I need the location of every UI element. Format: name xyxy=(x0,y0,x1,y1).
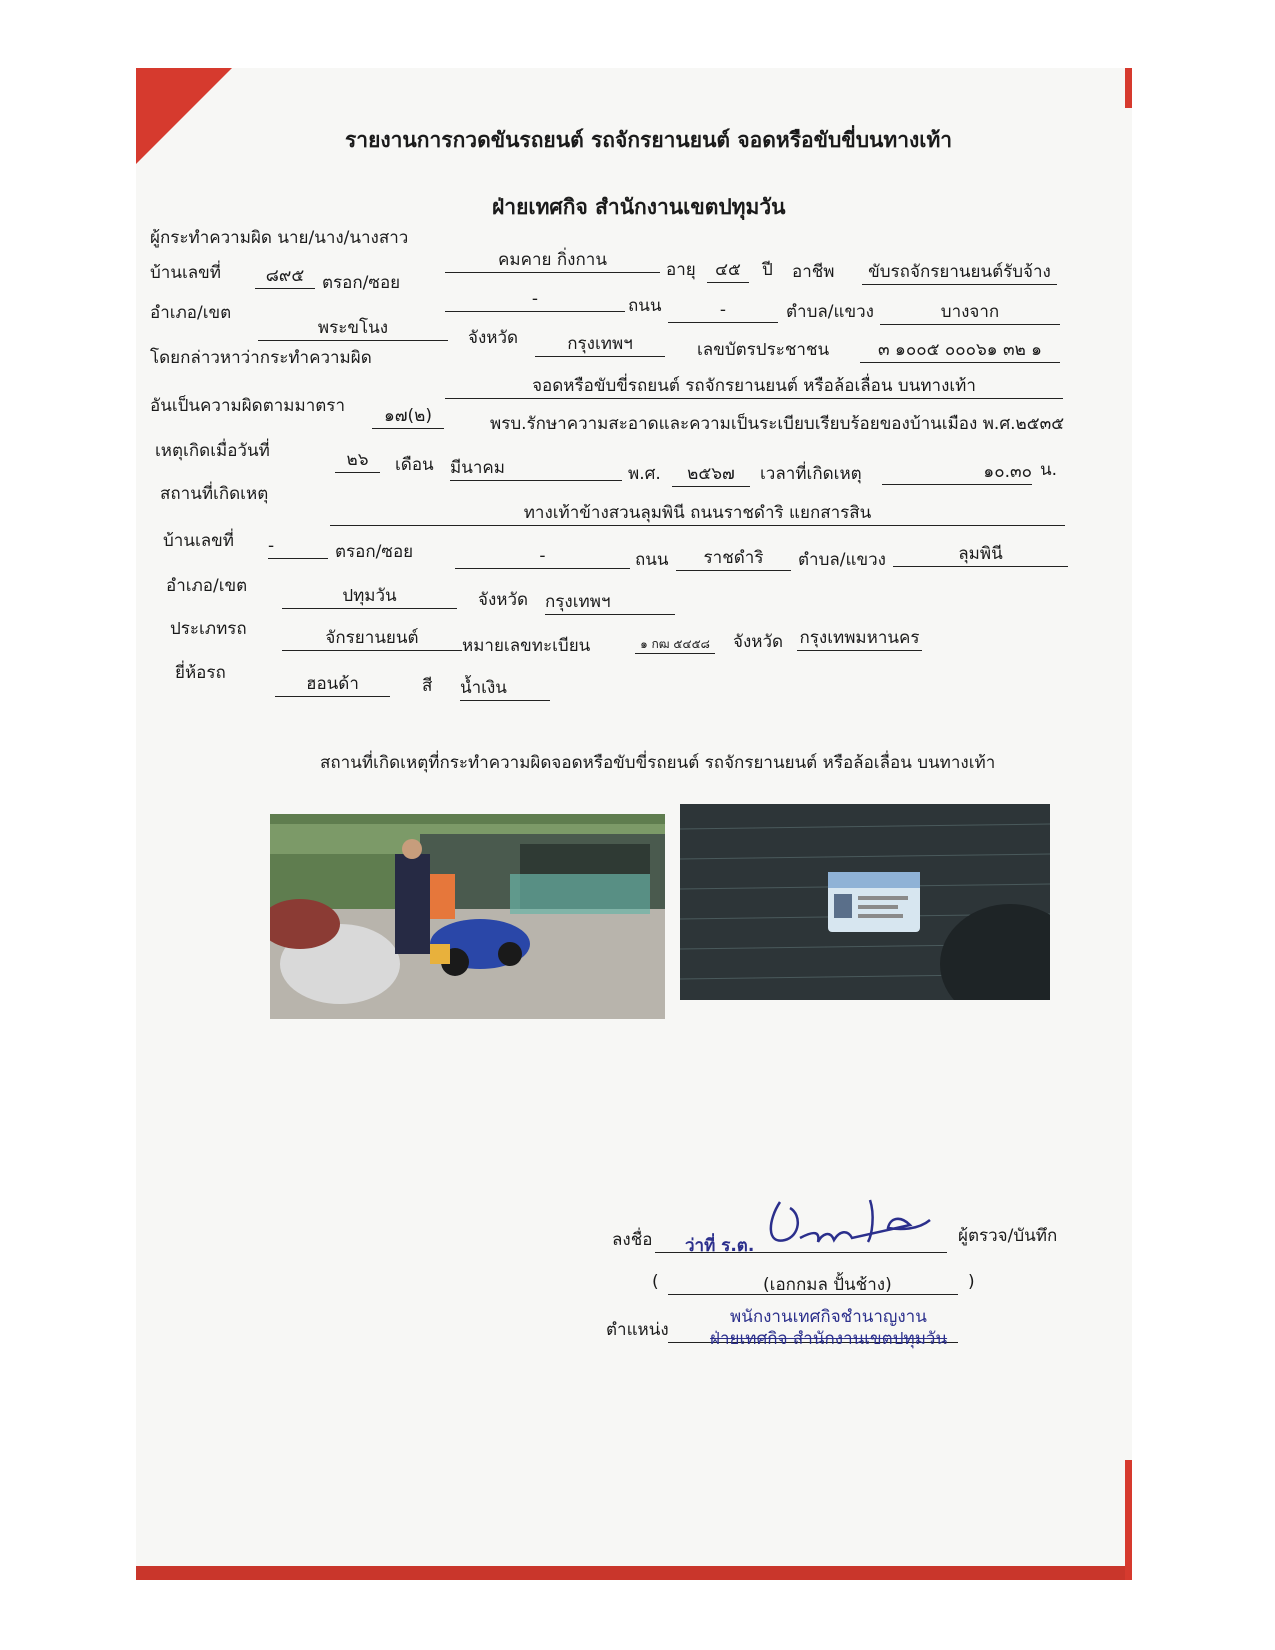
label-id-card: เลขบัตรประชาชน xyxy=(697,340,830,360)
incident-month: มีนาคม xyxy=(450,460,622,481)
label-plate-province: จังหวัด xyxy=(733,632,784,652)
label-offense-section: อันเป็นความผิดตามมาตรา xyxy=(150,396,345,416)
id-card-photo-drawing xyxy=(680,804,1050,1000)
signer-position-line2: ฝ่ายเทศกิจ สำนักงานเขตปทุมวัน xyxy=(710,1329,948,1349)
label-incident-time: เวลาที่เกิดเหตุ xyxy=(760,464,862,484)
label-brand: ยี่ห้อรถ xyxy=(175,663,226,683)
label-location: สถานที่เกิดเหตุ xyxy=(160,484,269,504)
scene-photo-drawing xyxy=(270,814,665,1019)
red-folder-edge-bottom xyxy=(136,1566,1132,1580)
label-province: จังหวัด xyxy=(468,328,519,348)
offender-road: - xyxy=(668,302,778,323)
red-folder-edge-bottom-right xyxy=(1125,1460,1132,1580)
offense-section: ๑๗(๒) xyxy=(372,408,444,429)
paren-close: ) xyxy=(968,1272,975,1292)
offense-description: จอดหรือขับขี่รถยนต์ รถจักรยานยนต์ หรือล้อเลื่อน บนทางเท้า xyxy=(445,378,1063,399)
label-location-road: ถนน xyxy=(635,550,669,570)
offender-age: ๔๕ xyxy=(707,262,749,283)
label-inspector: ผู้ตรวจ/บันทึก xyxy=(958,1226,1058,1246)
offender-subdistrict: บางจาก xyxy=(880,304,1060,325)
label-house-no: บ้านเลขที่ xyxy=(150,263,222,283)
signer-rank: ว่าที่ ร.ต. xyxy=(685,1236,755,1256)
label-accused-of: โดยกล่าวหาว่ากระทำความผิด xyxy=(150,348,372,368)
offense-act: พรบ.รักษาความสะอาดและความเป็นระเบียบเรียบร้อยของบ้านเมือง พ.ศ.๒๕๓๕ xyxy=(490,414,1065,434)
label-vehicle-type: ประเภทรถ xyxy=(170,619,247,639)
red-folder-edge-right xyxy=(1125,68,1132,108)
incident-house-no: - xyxy=(268,538,328,559)
offender-name: คมคาย กิ่งกาน xyxy=(445,252,660,273)
id-card-photo xyxy=(680,804,1050,1000)
incident-day: ๒๖ xyxy=(335,452,380,473)
label-incident-date: เหตุเกิดเมื่อวันที่ xyxy=(155,441,270,461)
offender-province: กรุงเทพฯ xyxy=(535,336,665,357)
incident-photo-scene xyxy=(270,814,665,1019)
label-location-province: จังหวัด xyxy=(478,590,529,610)
label-time-unit: น. xyxy=(1040,460,1058,480)
label-alley: ตรอก/ซอย xyxy=(322,273,401,293)
label-offender: ผู้กระทำความผิด นาย/นาง/นางสาว xyxy=(150,228,409,248)
incident-time: ๑๐.๓๐ xyxy=(882,464,1032,485)
label-location-house-no: บ้านเลขที่ xyxy=(163,531,235,551)
label-position: ตำแหน่ง xyxy=(606,1320,669,1340)
label-location-alley: ตรอก/ซอย xyxy=(335,542,414,562)
vehicle-color: น้ำเงิน xyxy=(460,680,550,701)
label-subdistrict: ตำบล/แขวง xyxy=(786,302,874,322)
report-subtitle: ฝ่ายเทศกิจ สำนักงานเขตปทุมวัน xyxy=(492,195,786,219)
vehicle-province: กรุงเทพมหานคร xyxy=(797,630,922,651)
label-occupation: อาชีพ xyxy=(792,262,835,282)
label-location-subdistrict: ตำบล/แขวง xyxy=(798,550,886,570)
signer-position-line1: พนักงานเทศกิจชำนาญงาน xyxy=(730,1307,927,1327)
label-district: อำเภอ/เขต xyxy=(150,303,232,323)
offender-house-no: ๘๙๕ xyxy=(255,268,315,289)
offender-occupation: ขับรถจักรยานยนต์รับจ้าง xyxy=(862,264,1057,285)
label-road: ถนน xyxy=(628,296,662,316)
incident-subdistrict: ลุมพินี xyxy=(893,546,1068,567)
label-years: ปี xyxy=(762,260,773,280)
incident-alley: - xyxy=(455,548,630,569)
label-location-district: อำเภอ/เขต xyxy=(166,576,248,596)
incident-province: กรุงเทพฯ xyxy=(545,594,675,615)
vehicle-type: จักรยานยนต์ xyxy=(282,630,462,651)
label-color: สี xyxy=(422,676,433,696)
vehicle-brand: ฮอนด้า xyxy=(275,676,390,697)
incident-year: ๒๕๖๗ xyxy=(672,466,750,487)
label-signed: ลงชื่อ xyxy=(612,1230,653,1250)
offender-id-card: ๓ ๑๐๐๕ ๐๐๐๖๑ ๓๒ ๑ xyxy=(860,342,1060,363)
report-title: รายงานการกวดขันรถยนต์ รถจักรยานยนต์ จอดหรือขับขี่บนทางเท้า xyxy=(345,128,953,152)
handwritten-signature xyxy=(760,1190,940,1260)
incident-district: ปทุมวัน xyxy=(282,588,457,609)
signer-name: (เอกกมล ปั้นช้าง) xyxy=(763,1275,892,1295)
red-folder-corner xyxy=(136,68,232,164)
offender-district: พระขโนง xyxy=(258,320,448,341)
vehicle-plate: ๑ กฒ ๕๔๕๘ xyxy=(635,638,715,654)
incident-location: ทางเท้าข้างสวนลุมพินี ถนนราชดำริ แยกสารสิน xyxy=(330,505,1065,526)
label-be-year: พ.ศ. xyxy=(628,464,661,484)
label-month: เดือน xyxy=(395,455,434,475)
incident-road: ราชดำริ xyxy=(676,550,791,571)
label-plate: หมายเลขทะเบียน xyxy=(462,636,591,656)
offender-alley: - xyxy=(445,291,625,312)
photo-caption: สถานที่เกิดเหตุที่กระทำความผิดจอดหรือขับขี่รถยนต์ รถจักรยานยนต์ หรือล้อเลื่อน บนทางเท้า xyxy=(320,753,996,773)
paren-open: ( xyxy=(652,1272,659,1292)
label-age: อายุ xyxy=(666,260,696,280)
